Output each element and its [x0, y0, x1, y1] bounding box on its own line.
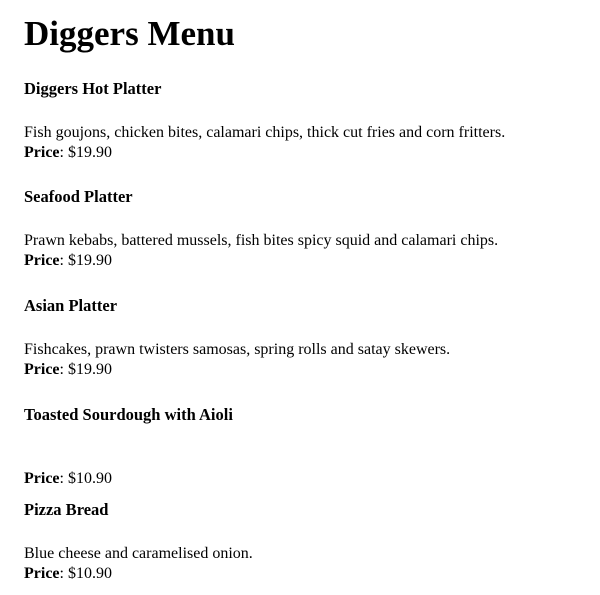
menu-item-price: Price: $19.90 — [24, 252, 112, 269]
menu-item — [24, 500, 594, 584]
menu-item-price: Price: $19.90 — [24, 144, 112, 161]
menu-item-name: Asian Platter — [24, 296, 118, 315]
price-value: $19.90 — [67, 361, 112, 378]
menu-item-description: Fishcakes, prawn twisters samosas, spring rolls and satay skewers. — [24, 341, 451, 358]
menu-item — [24, 187, 594, 271]
menu-item-description — [24, 449, 594, 469]
menu-item-price: Price: $10.90 — [24, 470, 112, 487]
price-label: Price — [24, 565, 60, 582]
menu-item-name: Pizza Bread — [24, 500, 109, 519]
price-value: $19.90 — [67, 252, 112, 269]
menu-item-description: Prawn kebabs, battered mussels, fish bites spicy squid and calamari chips. — [24, 232, 499, 249]
menu-item-price: Price: $19.90 — [24, 361, 112, 378]
price-value: $10.90 — [67, 470, 112, 487]
price-value: $19.90 — [67, 144, 112, 161]
menu-item — [24, 405, 594, 489]
menu-item-price: Price: $10.90 — [24, 565, 112, 582]
menu-item-name: Diggers Hot Platter — [24, 79, 162, 98]
menu-item — [24, 296, 594, 380]
price-value: $10.90 — [67, 565, 112, 582]
menu-item-name: Toasted Sourdough with Aioli — [24, 405, 233, 424]
page-title: Diggers Menu — [24, 14, 235, 53]
menu-item — [24, 79, 594, 163]
menu-item-name: Seafood Platter — [24, 187, 133, 206]
price-label: Price — [24, 470, 60, 487]
menu-item-description: Blue cheese and caramelised onion. — [24, 545, 253, 562]
price-label: Price — [24, 252, 60, 269]
price-label: Price — [24, 144, 60, 161]
price-label: Price — [24, 361, 60, 378]
menu-item-description: Fish goujons, chicken bites, calamari chips, thick cut fries and corn fritters. — [24, 124, 506, 141]
